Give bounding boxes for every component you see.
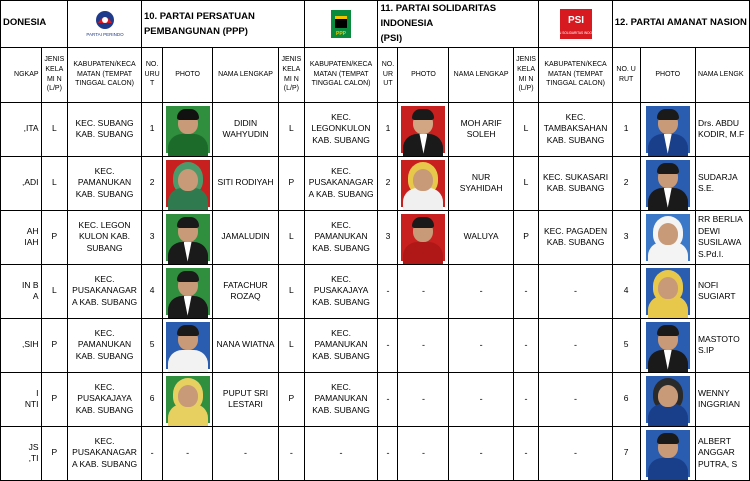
party-10-name: PUPUT SRI LESTARI: [212, 372, 278, 426]
party-11-name: NUR SYAHIDAH: [449, 156, 513, 210]
party-12-photo: [640, 102, 695, 156]
party-10-gender: P: [279, 372, 305, 426]
party-11-name: -: [449, 264, 513, 318]
party-12-name: ALBERT ANGGAR PUTRA, S: [695, 426, 749, 480]
party-10-no: 3: [141, 210, 162, 264]
col-jenis-kelamin: JENIS KELAMI N (L/P): [41, 47, 68, 102]
table-row: [1, 426, 750, 480]
party-10-photo: [163, 372, 213, 426]
party-9-kecamatan: KEC. PAMANUKAN KAB. SUBANG: [68, 156, 142, 210]
party-11-kecamatan: -: [539, 318, 612, 372]
party-11-name: -: [449, 318, 513, 372]
party-11-no: -: [378, 264, 398, 318]
psi-logo-icon: [549, 8, 602, 40]
party-9-gender: P: [41, 210, 68, 264]
party-10-gender: P: [279, 156, 305, 210]
party-10-kecamatan: KEC. PUSAKAJAYA KAB. SUBANG: [304, 264, 378, 318]
col-photo: PHOTO: [640, 47, 695, 102]
candidate-photo: [401, 214, 445, 261]
candidate-photo: [166, 106, 210, 153]
col-kabupaten: KABUPATEN/KECA MATAN (TEMPAT TINGGAL CALON): [68, 47, 142, 102]
col-nama-lengkap-partial: NGKAP: [1, 47, 42, 102]
party-12-name: WENNY INGGRIAN: [695, 372, 749, 426]
col-kabupaten: KABUPATEN/KECA MATAN (TEMPAT TINGGAL CALON): [304, 47, 378, 102]
party-10-gender: -: [279, 426, 305, 480]
party-12-photo: [640, 372, 695, 426]
candidate-photo: [166, 268, 210, 315]
party-10-kecamatan: KEC. PAMANUKAN KAB. SUBANG: [304, 318, 378, 372]
party-10-no: 4: [141, 264, 162, 318]
party-11-name: MOH ARIF SOLEH: [449, 102, 513, 156]
candidate-photo: [646, 160, 690, 207]
candidate-photo: [166, 322, 210, 369]
party-11-photo: [398, 210, 449, 264]
party-10-gender: L: [279, 318, 305, 372]
party-9-kecamatan: KEC. PAMANUKAN KAB. SUBANG: [68, 318, 142, 372]
col-photo: PHOTO: [163, 47, 213, 102]
party-11-no: -: [378, 318, 398, 372]
svg-text:PARTAI PERINDO: PARTAI PERINDO: [85, 31, 124, 37]
party-11-no: 2: [378, 156, 398, 210]
table-row: [1, 156, 750, 210]
col-no-urut: NO. URUT: [378, 47, 398, 102]
party-10-no: -: [141, 426, 162, 480]
party-11-gender: -: [513, 372, 539, 426]
candidate-photo: [401, 160, 445, 207]
party-10-kecamatan: KEC. PUSAKANAGAR A KAB. SUBANG: [304, 156, 378, 210]
party-11-kecamatan: -: [539, 426, 612, 480]
party-10-no: 6: [141, 372, 162, 426]
party-9-gender: L: [41, 156, 68, 210]
party-10-no: 5: [141, 318, 162, 372]
party-10-photo: [163, 156, 213, 210]
party-10-name: -: [212, 426, 278, 480]
party-11-no: 1: [378, 102, 398, 156]
ppp-logo-icon: [330, 9, 352, 39]
party-12-photo: [640, 264, 695, 318]
party-9-kecamatan: KEC. PUSAKANAGAR A KAB. SUBANG: [68, 264, 142, 318]
party-10-no: 1: [141, 102, 162, 156]
party-10-title: 10. PARTAI PERSATUAN PEMBANGUNAN (PPP): [141, 1, 304, 48]
party-9-gender: P: [41, 426, 68, 480]
party-9-gender: P: [41, 318, 68, 372]
party-12-no: 4: [612, 264, 640, 318]
party-12-name: Drs. ABDU KODIR, M.F: [695, 102, 749, 156]
party-11-no: -: [378, 372, 398, 426]
candidate-photo: [401, 106, 445, 153]
table-row: [1, 318, 750, 372]
party-11-kecamatan: KEC. PAGADEN KAB. SUBANG: [539, 210, 612, 264]
col-jenis-kelamin: JENIS KELAMI N (L/P): [513, 47, 539, 102]
party-10-photo: [163, 264, 213, 318]
party-10-photo: [163, 210, 213, 264]
party-12-no: 2: [612, 156, 640, 210]
col-no-urut: NO. URUT: [141, 47, 162, 102]
col-kabupaten: KABUPATEN/KECA MATAN (TEMPAT TINGGAL CALON): [539, 47, 612, 102]
ppp-logo-cell: [304, 1, 378, 48]
party-9-gender: L: [41, 264, 68, 318]
perindo-logo-cell: [68, 1, 142, 48]
party-12-name: RR BERLIA DEWI SUSILAWA S.Pd.I.: [695, 210, 749, 264]
party-10-photo: [163, 318, 213, 372]
party-9-name-partial: ADI,: [1, 156, 42, 210]
party-11-no: -: [378, 426, 398, 480]
col-jenis-kelamin: JENIS KELAMI N (L/P): [279, 47, 305, 102]
party-11-name: -: [449, 372, 513, 426]
party-10-kecamatan: KEC. PAMANUKAN KAB. SUBANG: [304, 210, 378, 264]
party-12-photo: [640, 318, 695, 372]
col-nama-lengkap: NAMA LENGKAP: [212, 47, 278, 102]
party-11-no: 3: [378, 210, 398, 264]
party-11-gender: -: [513, 426, 539, 480]
party-10-kecamatan: KEC. PAMANUKAN KAB. SUBANG: [304, 372, 378, 426]
party-11-name: -: [449, 426, 513, 480]
candidate-photo: [646, 430, 690, 477]
perindo-logo-icon: [75, 9, 135, 39]
party-11-kecamatan: -: [539, 372, 612, 426]
party-12-no: 3: [612, 210, 640, 264]
party-12-no: 6: [612, 372, 640, 426]
party-11-photo: -: [398, 372, 449, 426]
candidate-photo: [646, 214, 690, 261]
party-11-gender: -: [513, 318, 539, 372]
party-11-kecamatan: KEC. TAMBAKSAHAN KAB. SUBANG: [539, 102, 612, 156]
party-11-photo: -: [398, 264, 449, 318]
col-nama-lengkap: NAMA LENGKAP: [449, 47, 513, 102]
party-12-photo: [640, 210, 695, 264]
party-11-gender: L: [513, 156, 539, 210]
svg-text:PSI: PSI: [567, 14, 584, 26]
party-9-name-partial: ITA,: [1, 102, 42, 156]
party-12-no: 5: [612, 318, 640, 372]
party-10-kecamatan: -: [304, 426, 378, 480]
candidate-photo: [646, 268, 690, 315]
party-10-photo: [163, 102, 213, 156]
party-11-gender: -: [513, 264, 539, 318]
svg-text:PPP: PPP: [336, 30, 347, 37]
party-12-name: NOFI SUGIART: [695, 264, 749, 318]
party-9-title: DONESIA: [1, 1, 68, 48]
party-10-no: 2: [141, 156, 162, 210]
party-9-name-partial: SIH,: [1, 318, 42, 372]
party-10-name: JAMALUDIN: [212, 210, 278, 264]
party-10-name: FATACHUR ROZAQ: [212, 264, 278, 318]
party-12-title: 12. PARTAI AMANAT NASION: [612, 1, 749, 48]
col-nama-lengkap: NAMA LENGK: [695, 47, 749, 102]
party-11-title: 11. PARTAI SOLIDARITAS INDONESIA (PSI): [378, 1, 539, 48]
candidate-photo: [646, 376, 690, 423]
party-10-photo: -: [163, 426, 213, 480]
party-12-photo: [640, 156, 695, 210]
party-9-name-partial: AH IAH: [1, 210, 42, 264]
party-10-gender: L: [279, 264, 305, 318]
party-10-gender: L: [279, 210, 305, 264]
party-11-gender: P: [513, 210, 539, 264]
party-11-photo: [398, 102, 449, 156]
party-9-name-partial: IN B A: [1, 264, 42, 318]
party-11-photo: -: [398, 426, 449, 480]
party-9-gender: L: [41, 102, 68, 156]
candidate-photo: [166, 376, 210, 423]
party-12-name: MASTOTO S.IP: [695, 318, 749, 372]
party-11-gender: L: [513, 102, 539, 156]
party-10-name: NANA WIATNA: [212, 318, 278, 372]
party-10-gender: L: [279, 102, 305, 156]
table-row: [1, 264, 750, 318]
party-9-name-partial: I NTI: [1, 372, 42, 426]
party-10-name: DIDIN WAHYUDIN: [212, 102, 278, 156]
party-9-kecamatan: KEC. PUSAKAJAYA KAB. SUBANG: [68, 372, 142, 426]
party-12-no: 7: [612, 426, 640, 480]
svg-text:PARTAI SOLIDARITAS INDONESIA: PARTAI SOLIDARITAS INDONESIA: [549, 30, 602, 35]
col-no-urut: NO. URUT: [612, 47, 640, 102]
party-9-kecamatan: KEC. LEGON KULON KAB. SUBANG: [68, 210, 142, 264]
party-11-kecamatan: -: [539, 264, 612, 318]
party-10-name: SITI RODIYAH: [212, 156, 278, 210]
col-photo: PHOTO: [398, 47, 449, 102]
party-12-name: SUDARJA S.E.: [695, 156, 749, 210]
party-11-photo: -: [398, 318, 449, 372]
party-10-kecamatan: KEC. LEGONKULON KAB. SUBANG: [304, 102, 378, 156]
party-11-name: WALUYA: [449, 210, 513, 264]
party-9-kecamatan: KEC. SUBANG KAB. SUBANG: [68, 102, 142, 156]
party-9-kecamatan: KEC. PUSAKANAGAR A KAB. SUBANG: [68, 426, 142, 480]
party-9-name-partial: JS TI,: [1, 426, 42, 480]
candidate-photo: [646, 106, 690, 153]
table-row: [1, 102, 750, 156]
party-12-photo: [640, 426, 695, 480]
party-12-no: 1: [612, 102, 640, 156]
psi-logo-cell: [539, 1, 612, 48]
table-row: [1, 372, 750, 426]
candidate-photo: [166, 160, 210, 207]
table-row: [1, 210, 750, 264]
party-11-kecamatan: KEC. SUKASARI KAB. SUBANG: [539, 156, 612, 210]
party-11-photo: [398, 156, 449, 210]
party-9-gender: P: [41, 372, 68, 426]
candidate-photo: [646, 322, 690, 369]
candidate-photo: [166, 214, 210, 261]
